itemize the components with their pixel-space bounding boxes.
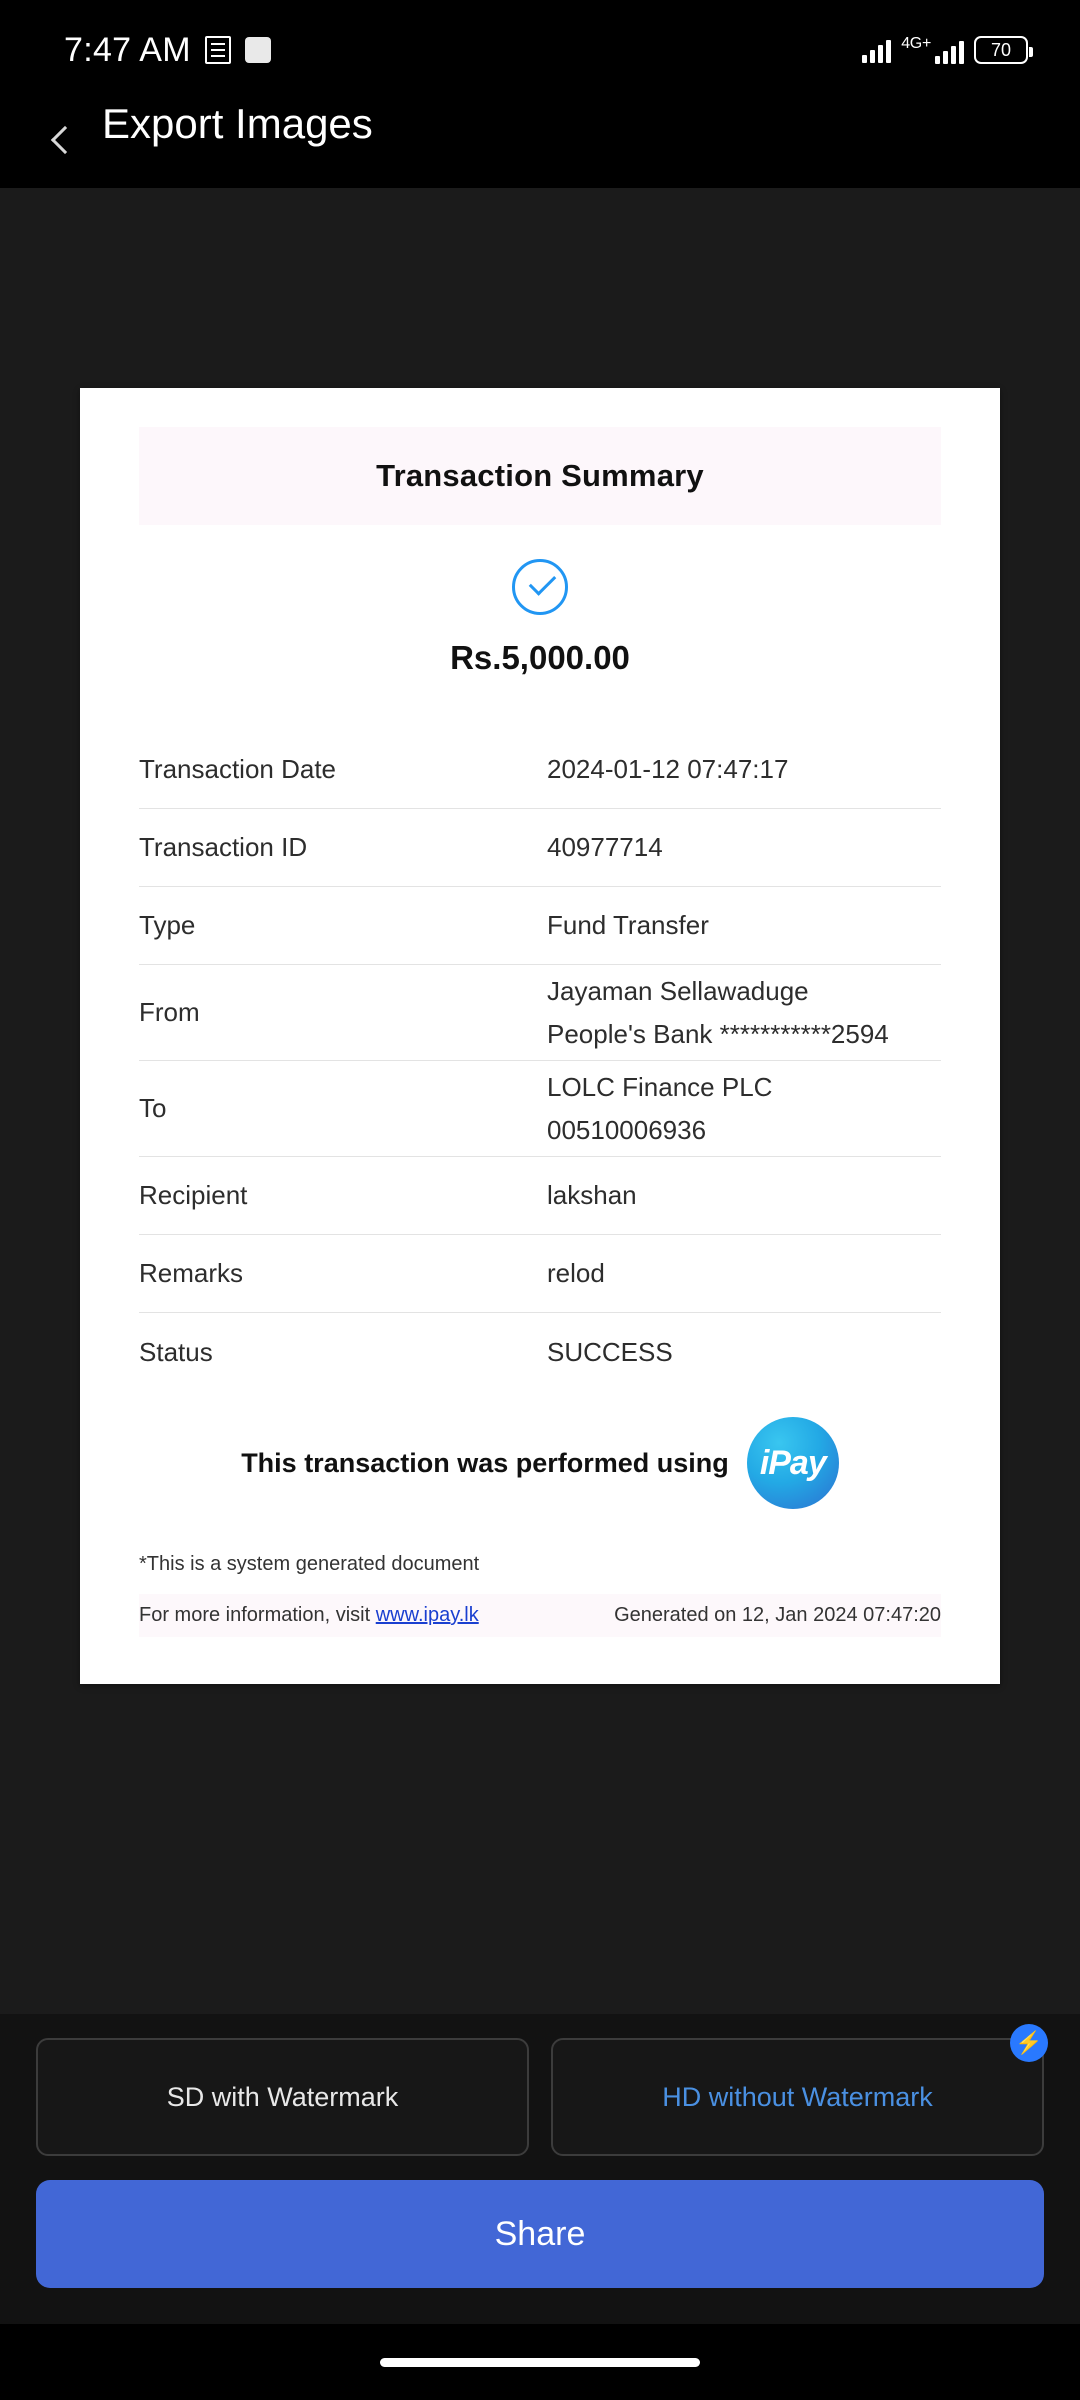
receipt-header (139, 427, 941, 525)
back-chevron-icon (51, 126, 79, 154)
app-bar (0, 100, 1080, 188)
signal-bars-secondary-icon (935, 38, 964, 64)
quality-options-row (36, 2030, 1044, 2156)
bolt-icon: ⚡ (1010, 2024, 1048, 2062)
back-button[interactable] (36, 108, 94, 172)
content-area (0, 188, 1080, 2014)
row-label: Transaction ID (139, 832, 308, 862)
row-label: To (139, 1093, 167, 1123)
ipay-website-link[interactable]: www.ipay.lk (375, 1604, 479, 1626)
option-hd-without-watermark[interactable]: HD without Watermark (551, 2038, 1044, 2156)
document-icon (205, 36, 231, 64)
row-value (547, 832, 941, 863)
row-label: Remarks (139, 1258, 244, 1288)
battery-icon (974, 36, 1028, 64)
status-bar-left (64, 31, 271, 70)
more-info-prefix: For more information, visit (139, 1604, 376, 1626)
row-value (547, 910, 941, 941)
row-value-line: lakshan (547, 1180, 637, 1210)
row-label: From (139, 997, 200, 1027)
table-row (139, 887, 941, 965)
performed-using-label: This transaction was performed using (241, 1447, 729, 1478)
table-row (139, 1061, 941, 1157)
generated-on-label: Generated on 12, Jan 2024 07:47:20 (614, 1604, 941, 1626)
row-value-line: Jayaman Sellawaduge (547, 975, 809, 1006)
row-value-line: Fund Transfer (547, 910, 709, 940)
check-circle-icon (512, 559, 568, 615)
row-label: Type (139, 910, 196, 940)
table-row (139, 731, 941, 809)
export-options-panel (0, 2014, 1080, 2324)
status-badge: SUCCESS (547, 1336, 673, 1367)
receipt-footer (139, 1594, 941, 1637)
row-value-line: LOLC Finance PLC (547, 1071, 773, 1102)
row-value (547, 1258, 941, 1289)
transaction-amount: Rs.5,000.00 (450, 639, 630, 676)
system-navigation-bar (0, 2324, 1080, 2400)
network-type-group (901, 36, 964, 64)
signal-bars-icon (862, 37, 891, 63)
transaction-receipt-card (80, 388, 1000, 1684)
row-value (547, 1072, 941, 1146)
row-value-line: 40977714 (547, 832, 663, 862)
table-row (139, 1157, 941, 1235)
more-info-text (139, 1604, 479, 1627)
status-clock: 7:47 AM (64, 30, 191, 69)
home-indicator[interactable] (380, 2358, 700, 2367)
page-title: Export Images (102, 100, 373, 147)
success-icon-wrap (83, 559, 997, 615)
row-value-line: relod (547, 1258, 605, 1288)
performed-using-row (83, 1417, 997, 1509)
row-value-line: 00510006936 (547, 1114, 707, 1145)
row-label: Status (139, 1336, 213, 1367)
status-bar (0, 0, 1080, 100)
table-row (139, 965, 941, 1061)
row-value (547, 976, 941, 1050)
table-row (139, 809, 941, 887)
system-generated-note: *This is a system generated document (139, 1553, 480, 1575)
app-square-icon (245, 37, 271, 63)
receipt-title: Transaction Summary (376, 458, 704, 493)
battery-level-label: 70 (990, 39, 1012, 60)
detail-rows (139, 731, 941, 1391)
row-value (547, 1180, 941, 1211)
table-row (139, 1313, 941, 1391)
row-value-line: People's Bank ***********2594 (547, 1018, 889, 1049)
status-bar-right (862, 36, 1028, 64)
row-value (547, 754, 941, 785)
share-button[interactable]: Share (36, 2180, 1044, 2288)
row-value-line: 2024-01-12 07:47:17 (547, 754, 789, 784)
option-sd-with-watermark[interactable]: SD with Watermark (36, 2038, 529, 2156)
table-row (139, 1235, 941, 1313)
network-type-label: 4G+ (901, 35, 931, 52)
row-label: Transaction Date (139, 754, 337, 784)
ipay-logo-icon: iPay (747, 1417, 839, 1509)
row-label: Recipient (139, 1180, 248, 1210)
